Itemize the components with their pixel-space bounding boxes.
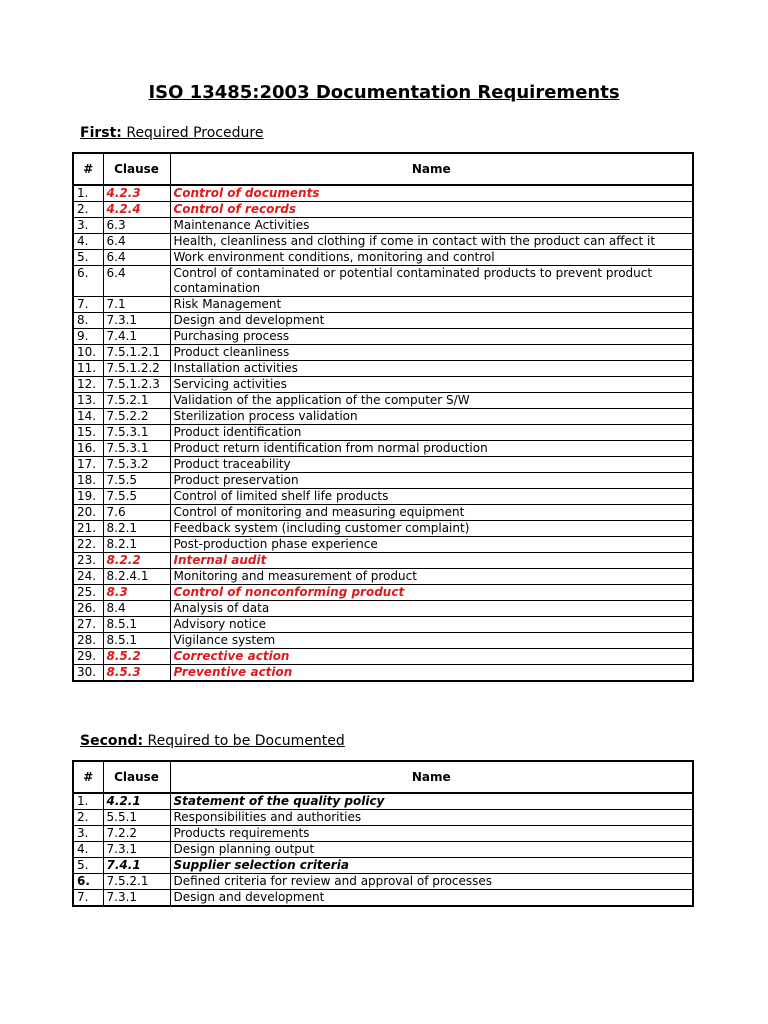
cell-num: 17. <box>73 457 103 473</box>
column-header-num: # <box>73 153 103 185</box>
cell-num: 30. <box>73 665 103 682</box>
table-row <box>73 537 693 553</box>
cell-name: Work environment conditions, monitoring and control <box>170 250 693 266</box>
cell-name: Control of contaminated or potential contaminated products to prevent product contamination <box>170 266 693 297</box>
cell-num: 4. <box>73 842 103 858</box>
cell-name: Corrective action <box>170 649 693 665</box>
column-header-name: Name <box>170 761 693 793</box>
cell-name: Design and development <box>170 313 693 329</box>
cell-clause: 8.4 <box>103 601 170 617</box>
cell-clause: 7.3.1 <box>103 842 170 858</box>
table-row <box>73 489 693 505</box>
cell-name: Advisory notice <box>170 617 693 633</box>
column-header-clause: Clause <box>103 153 170 185</box>
cell-clause: 4.2.4 <box>103 202 170 218</box>
table-row <box>73 409 693 425</box>
cell-num: 16. <box>73 441 103 457</box>
cell-clause: 8.5.1 <box>103 617 170 633</box>
cell-name: Purchasing process <box>170 329 693 345</box>
cell-num: 3. <box>73 218 103 234</box>
cell-clause: 8.2.1 <box>103 521 170 537</box>
table-row <box>73 345 693 361</box>
cell-clause: 7.5.2.1 <box>103 393 170 409</box>
section-lead: First: <box>80 125 122 141</box>
cell-name: Control of limited shelf life products <box>170 489 693 505</box>
table-row <box>73 266 693 297</box>
cell-num: 25. <box>73 585 103 601</box>
cell-clause: 4.2.3 <box>103 185 170 202</box>
table-header-row <box>73 153 693 185</box>
cell-clause: 4.2.1 <box>103 793 170 810</box>
table-row <box>73 457 693 473</box>
table-row <box>73 185 693 202</box>
cell-clause: 7.5.5 <box>103 473 170 489</box>
cell-clause: 7.5.1.2.2 <box>103 361 170 377</box>
cell-name: Validation of the application of the computer S/W <box>170 393 693 409</box>
cell-name: Sterilization process validation <box>170 409 693 425</box>
cell-num: 27. <box>73 617 103 633</box>
column-header-name: Name <box>170 153 693 185</box>
cell-name: Health, cleanliness and clothing if come in contact with the product can affect it <box>170 234 693 250</box>
cell-clause: 8.5.1 <box>103 633 170 649</box>
cell-name: Risk Management <box>170 297 693 313</box>
column-header-num: # <box>73 761 103 793</box>
table-row <box>73 649 693 665</box>
cell-num: 2. <box>73 810 103 826</box>
cell-name: Servicing activities <box>170 377 693 393</box>
table-row <box>73 553 693 569</box>
table-row <box>73 810 693 826</box>
section-heading-first <box>80 124 263 142</box>
cell-name: Design and development <box>170 890 693 907</box>
section-subtitle: Required to be Documented <box>143 733 345 749</box>
cell-name: Preventive action <box>170 665 693 682</box>
table-row <box>73 329 693 345</box>
document-title: ISO 13485:2003 Documentation Requirements <box>148 82 620 103</box>
cell-name: Supplier selection criteria <box>170 858 693 874</box>
cell-name: Product identification <box>170 425 693 441</box>
cell-num: 12. <box>73 377 103 393</box>
table-row <box>73 361 693 377</box>
cell-name: Internal audit <box>170 553 693 569</box>
cell-clause: 8.3 <box>103 585 170 601</box>
cell-name: Products requirements <box>170 826 693 842</box>
cell-num: 3. <box>73 826 103 842</box>
cell-clause: 6.4 <box>103 250 170 266</box>
cell-name: Maintenance Activities <box>170 218 693 234</box>
cell-name: Control of monitoring and measuring equipment <box>170 505 693 521</box>
table-row <box>73 585 693 601</box>
cell-name: Installation activities <box>170 361 693 377</box>
cell-num: 11. <box>73 361 103 377</box>
cell-name: Post-production phase experience <box>170 537 693 553</box>
cell-num: 22. <box>73 537 103 553</box>
cell-name: Product traceability <box>170 457 693 473</box>
cell-clause: 8.2.2 <box>103 553 170 569</box>
cell-name: Feedback system (including customer complaint) <box>170 521 693 537</box>
table-row <box>73 793 693 810</box>
cell-clause: 8.2.4.1 <box>103 569 170 585</box>
cell-clause: 6.3 <box>103 218 170 234</box>
cell-num: 7. <box>73 297 103 313</box>
cell-num: 19. <box>73 489 103 505</box>
table-row <box>73 393 693 409</box>
table-row <box>73 665 693 682</box>
cell-num: 1. <box>73 793 103 810</box>
required-procedure-table <box>72 152 694 682</box>
cell-name: Control of nonconforming product <box>170 585 693 601</box>
table-row <box>73 202 693 218</box>
cell-num: 8. <box>73 313 103 329</box>
cell-name: Control of records <box>170 202 693 218</box>
cell-name: Responsibilities and authorities <box>170 810 693 826</box>
cell-clause: 7.2.2 <box>103 826 170 842</box>
cell-clause: 7.5.1.2.1 <box>103 345 170 361</box>
cell-num: 4. <box>73 234 103 250</box>
table-row <box>73 297 693 313</box>
cell-name: Product return identification from normal production <box>170 441 693 457</box>
cell-num: 21. <box>73 521 103 537</box>
cell-clause: 6.4 <box>103 266 170 297</box>
cell-name: Design planning output <box>170 842 693 858</box>
cell-num: 2. <box>73 202 103 218</box>
table-row <box>73 473 693 489</box>
table-row <box>73 826 693 842</box>
cell-num: 6. <box>73 874 103 890</box>
cell-num: 7. <box>73 890 103 907</box>
table-row <box>73 313 693 329</box>
cell-name: Statement of the quality policy <box>170 793 693 810</box>
cell-num: 5. <box>73 250 103 266</box>
cell-name: Product preservation <box>170 473 693 489</box>
cell-name: Monitoring and measurement of product <box>170 569 693 585</box>
table-row <box>73 617 693 633</box>
cell-num: 14. <box>73 409 103 425</box>
cell-clause: 7.6 <box>103 505 170 521</box>
cell-clause: 6.4 <box>103 234 170 250</box>
section-heading-second <box>80 732 345 750</box>
cell-num: 9. <box>73 329 103 345</box>
cell-num: 20. <box>73 505 103 521</box>
cell-clause: 5.5.1 <box>103 810 170 826</box>
cell-clause: 8.5.2 <box>103 649 170 665</box>
cell-clause: 7.5.5 <box>103 489 170 505</box>
table-row <box>73 569 693 585</box>
table-row <box>73 250 693 266</box>
cell-clause: 7.4.1 <box>103 858 170 874</box>
cell-num: 1. <box>73 185 103 202</box>
cell-clause: 7.5.3.1 <box>103 425 170 441</box>
column-header-clause: Clause <box>103 761 170 793</box>
table-row <box>73 425 693 441</box>
cell-clause: 7.4.1 <box>103 329 170 345</box>
cell-clause: 7.3.1 <box>103 890 170 907</box>
cell-clause: 7.1 <box>103 297 170 313</box>
cell-num: 15. <box>73 425 103 441</box>
section-subtitle: Required Procedure <box>121 125 264 141</box>
cell-num: 5. <box>73 858 103 874</box>
cell-num: 29. <box>73 649 103 665</box>
table-row <box>73 890 693 907</box>
cell-name: Control of documents <box>170 185 693 202</box>
cell-name: Defined criteria for review and approval of processes <box>170 874 693 890</box>
cell-name: Analysis of data <box>170 601 693 617</box>
cell-clause: 7.5.3.2 <box>103 457 170 473</box>
table-row <box>73 377 693 393</box>
cell-num: 26. <box>73 601 103 617</box>
cell-clause: 7.5.2.2 <box>103 409 170 425</box>
required-documented-table <box>72 760 694 907</box>
section-lead: Second: <box>80 733 144 749</box>
table-row <box>73 601 693 617</box>
cell-clause: 7.5.3.1 <box>103 441 170 457</box>
cell-clause: 7.3.1 <box>103 313 170 329</box>
table-row <box>73 858 693 874</box>
table-row <box>73 874 693 890</box>
cell-clause: 7.5.2.1 <box>103 874 170 890</box>
table-row <box>73 633 693 649</box>
table-row <box>73 521 693 537</box>
table-row <box>73 842 693 858</box>
cell-clause: 7.5.1.2.3 <box>103 377 170 393</box>
cell-num: 6. <box>73 266 103 297</box>
cell-num: 24. <box>73 569 103 585</box>
cell-name: Product cleanliness <box>170 345 693 361</box>
cell-num: 18. <box>73 473 103 489</box>
table-row <box>73 234 693 250</box>
table-row <box>73 218 693 234</box>
cell-num: 23. <box>73 553 103 569</box>
cell-clause: 8.5.3 <box>103 665 170 682</box>
table-row <box>73 505 693 521</box>
cell-clause: 8.2.1 <box>103 537 170 553</box>
table-header-row <box>73 761 693 793</box>
cell-num: 10. <box>73 345 103 361</box>
cell-name: Vigilance system <box>170 633 693 649</box>
table-row <box>73 441 693 457</box>
cell-num: 28. <box>73 633 103 649</box>
cell-num: 13. <box>73 393 103 409</box>
